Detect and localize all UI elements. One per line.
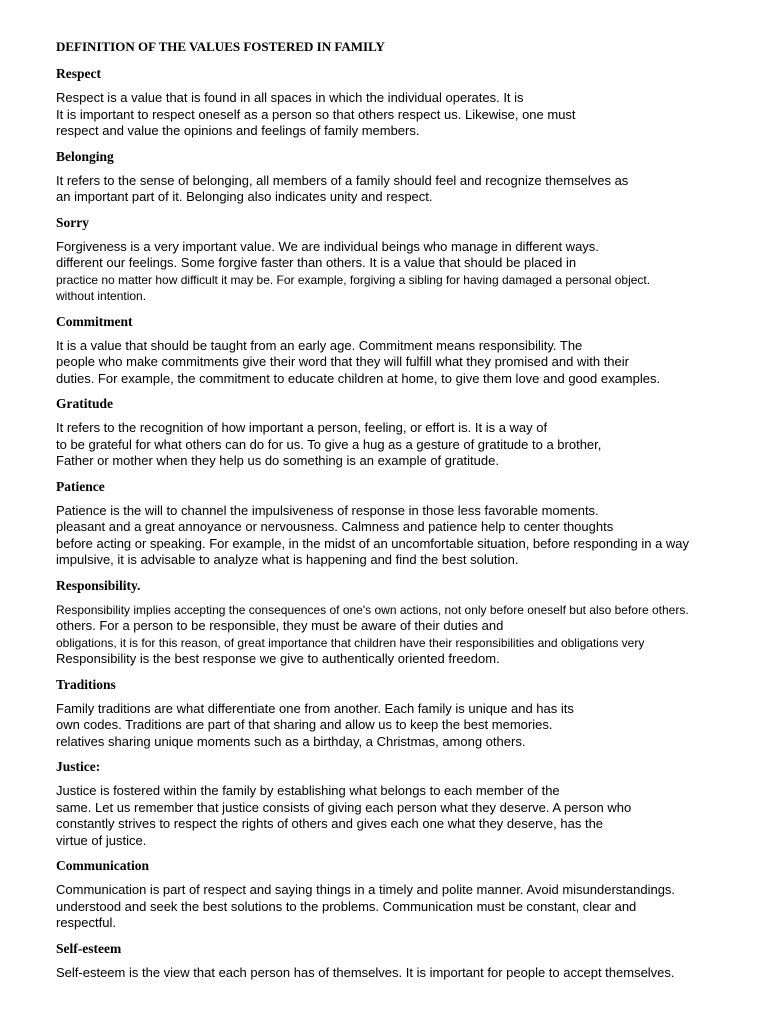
section bbox=[56, 148, 746, 206]
body-line: constantly strives to respect the rights of others and gives each one what they deserve, has the bbox=[56, 816, 604, 831]
section-body bbox=[56, 882, 746, 932]
section-heading: Sorry bbox=[56, 214, 89, 230]
section bbox=[56, 676, 746, 751]
section bbox=[56, 478, 746, 569]
body-line: Responsibility implies accepting the consequences of one's own actions, not only before oneself but also before others. bbox=[56, 602, 689, 617]
body-line: same. Let us remember that justice consists of giving each person what they deserve. A person who bbox=[56, 799, 632, 815]
body-line: It refers to the sense of belonging, all members of a family should feel and recognize themselves as bbox=[56, 172, 629, 188]
section-body bbox=[56, 420, 746, 470]
section-body bbox=[56, 783, 746, 849]
body-line: Patience is the will to channel the impulsiveness of response in those less favorable moments. bbox=[56, 502, 599, 518]
section-heading: Traditions bbox=[56, 676, 116, 692]
section bbox=[56, 214, 746, 305]
body-line: virtue of justice. bbox=[56, 832, 147, 848]
section-heading: Self-esteem bbox=[56, 940, 122, 956]
section bbox=[56, 857, 746, 932]
document-title: DEFINITION OF THE VALUES FOSTERED IN FAMILY bbox=[56, 39, 385, 54]
body-line: obligations, it is for this reason, of great importance that children have their responsibilities and obligations very bbox=[56, 635, 645, 650]
body-line: different our feelings. Some forgive faster than others. It is a value that should be placed in bbox=[56, 255, 577, 270]
section-body bbox=[56, 701, 746, 751]
body-line: respectful. bbox=[56, 915, 116, 930]
section bbox=[56, 940, 746, 982]
body-line: Forgiveness is a very important value. We are individual beings who manage in different ways. bbox=[56, 238, 599, 254]
section bbox=[56, 65, 746, 140]
section-body bbox=[56, 239, 746, 305]
body-line: Justice is fostered within the family by establishing what belongs to each member of the bbox=[56, 783, 560, 798]
body-line: without intention. bbox=[56, 289, 147, 303]
section-body bbox=[56, 602, 746, 668]
section bbox=[56, 313, 746, 388]
body-line: Father or mother when they help us do something is an example of gratitude. bbox=[56, 453, 499, 468]
body-line: own codes. Traditions are part of that sharing and allow us to keep the best memories. bbox=[56, 717, 553, 732]
body-line: duties. For example, the commitment to educate children at home, to give them love and good examples. bbox=[56, 370, 661, 386]
section bbox=[56, 758, 746, 849]
section bbox=[56, 577, 746, 668]
body-line: understood and seek the best solutions to the problems. Communication must be constant, clear and bbox=[56, 898, 637, 914]
body-line: respect and value the opinions and feelings of family members. bbox=[56, 123, 420, 138]
section-body bbox=[56, 965, 746, 982]
sections-container bbox=[56, 65, 746, 981]
body-line: Responsibility is the best response we give to authentically oriented freedom. bbox=[56, 651, 500, 666]
body-line: others. For a person to be responsible, they must be aware of their duties and bbox=[56, 618, 504, 633]
body-line: Family traditions are what differentiate one from another. Each family is unique and has its bbox=[56, 700, 574, 716]
body-line: an important part of it. Belonging also indicates unity and respect. bbox=[56, 189, 433, 204]
section-body bbox=[56, 173, 746, 206]
body-line: people who make commitments give their word that they will fulfill what they promised and with their bbox=[56, 354, 629, 369]
section-heading: Commitment bbox=[56, 313, 133, 329]
section-body bbox=[56, 503, 746, 569]
document-page bbox=[56, 38, 746, 989]
body-line: Self-esteem is the view that each person has of themselves. It is important for people to accept themselves. bbox=[56, 964, 675, 980]
body-line: practice no matter how difficult it may be. For example, forgiving a sibling for having damaged a personal object. bbox=[56, 272, 651, 287]
body-line: before acting or speaking. For example, in the midst of an uncomfortable situation, before responding in a way bbox=[56, 535, 690, 551]
section-heading: Responsibility. bbox=[56, 577, 141, 593]
section-heading: Belonging bbox=[56, 148, 114, 164]
section bbox=[56, 395, 746, 470]
section-body bbox=[56, 90, 746, 140]
body-line: Communication is part of respect and saying things in a timely and polite manner. Avoid misunderstandings. bbox=[56, 882, 676, 897]
section-heading: Patience bbox=[56, 478, 105, 494]
body-line: It is important to respect oneself as a person so that others respect us. Likewise, one must bbox=[56, 106, 576, 122]
section-body bbox=[56, 338, 746, 388]
body-line: It refers to the recognition of how important a person, feeling, or effort is. It is a way of bbox=[56, 420, 548, 435]
body-line: pleasant and a great annoyance or nervousness. Calmness and patience help to center thoughts bbox=[56, 519, 614, 534]
body-line: Respect is a value that is found in all spaces in which the individual operates. It is bbox=[56, 90, 524, 105]
section-heading: Communication bbox=[56, 858, 150, 873]
section-heading: Justice: bbox=[56, 759, 101, 774]
body-line: to be grateful for what others can do for us. To give a hug as a gesture of gratitude to a brother, bbox=[56, 436, 602, 452]
body-line: relatives sharing unique moments such as a birthday, a Christmas, among others. bbox=[56, 733, 526, 749]
body-line: It is a value that should be taught from an early age. Commitment means responsibility. The bbox=[56, 337, 583, 353]
section-heading: Respect bbox=[56, 66, 101, 81]
body-line: impulsive, it is advisable to analyze what is happening and find the best solution. bbox=[56, 552, 519, 567]
section-heading: Gratitude bbox=[56, 396, 113, 411]
